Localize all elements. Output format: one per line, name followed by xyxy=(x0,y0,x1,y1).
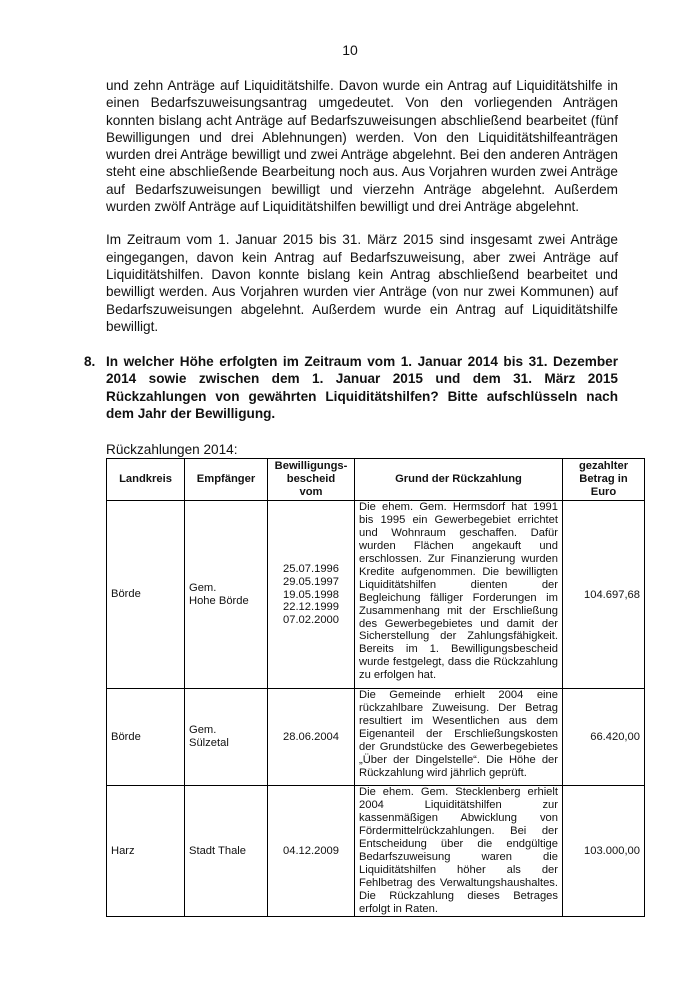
bescheid-date: 29.05.1997 xyxy=(283,575,339,588)
header-betrag-line: Euro xyxy=(590,486,617,499)
header-bescheid-line: Bewilligungs- xyxy=(274,460,348,473)
header-betrag-line: Betrag in xyxy=(579,473,628,486)
empfaenger-line: Gem. xyxy=(189,581,217,594)
table-row xyxy=(107,786,645,917)
cell-bescheid-date xyxy=(268,786,355,917)
cell-betrag: 103.000,00 xyxy=(563,786,645,917)
document-body xyxy=(84,77,640,917)
cell-grund: Die Gemeinde erhielt 2004 eine rückzahlbare Zuweisung. Der Betrag resultiert im Wesentlichen aus dem Eigenanteil der Erschließungskosten der Grundstücke des Gewerbegebietes „Über der Dingelstelle“. Die Höhe der Rückzahlung wird jährlich geprüft. xyxy=(355,689,563,786)
empfaenger-line: Sülzetal xyxy=(189,737,229,750)
bescheid-date: 19.05.1998 xyxy=(283,588,339,601)
table-row xyxy=(107,689,645,786)
header-landkreis: Landkreis xyxy=(107,459,185,501)
cell-landkreis: Börde xyxy=(107,689,185,786)
table-caption: Rückzahlungen 2014: xyxy=(106,442,238,458)
bescheid-date: 04.12.2009 xyxy=(283,845,339,858)
cell-betrag: 104.697,68 xyxy=(563,501,645,689)
cell-landkreis: Harz xyxy=(107,786,185,917)
cell-grund: Die ehem. Gem. Hermsdorf hat 1991 bis 1995 ein Gewerbegebiet errichtet und Wohnraum geschaffen. Dafür wurden Flächen angekauft und erschlossen. Zur Finanzierung wurden Kredite aufgenommen. Die bewilligten Liquiditätshilfen dienten der Begleichung fälliger Forderungen im Zusammenhang mit der Erschließung des Gewerbegebietes und damit der Sicherstellung der Zahlungsfähigkeit. Bereits im 1. Bewilligungsbescheid wurde festgelegt, dass die Rückzahlung zu erfolgen hat. xyxy=(355,501,563,689)
cell-landkreis: Börde xyxy=(107,501,185,689)
bescheid-date: 28.06.2004 xyxy=(283,731,339,744)
header-grund: Grund der Rückzahlung xyxy=(355,459,563,501)
cell-empfaenger xyxy=(185,501,268,689)
table-row xyxy=(107,501,645,689)
cell-empfaenger xyxy=(185,786,268,917)
empfaenger-line: Hohe Börde xyxy=(189,594,249,607)
table-header-row xyxy=(107,459,645,501)
header-bescheid xyxy=(268,459,355,501)
header-bescheid-line: bescheid xyxy=(286,473,336,486)
bescheid-date: 07.02.2000 xyxy=(283,613,339,626)
bescheid-date: 22.12.1999 xyxy=(283,601,339,614)
header-empfaenger: Empfänger xyxy=(185,459,268,501)
page-number: 10 xyxy=(342,42,358,58)
empfaenger-line: Stadt Thale xyxy=(189,844,247,857)
header-betrag-line: gezahlter xyxy=(578,460,629,473)
paragraph-2: Im Zeitraum vom 1. Januar 2015 bis 31. März 2015 sind insgesamt zwei Anträge eingegangen, davon kein Antrag auf Bedarfszuweisung, aber zwei Anträge auf Liquiditätshilfen. Davon konnte bislang kein Antrag abschließend bearbeitet und bewilligt werden. Aus Vorjahren wurden vier Anträge (von nur zwei Kommunen) auf Bedarfszuweisungen abgelehnt. Außerdem wurde ein Antrag auf Liquiditätshilfe bewilligt. xyxy=(106,232,618,334)
question-number: 8. xyxy=(84,354,96,370)
question-text: In welcher Höhe erfolgten im Zeitraum vom 1. Januar 2014 bis 31. Dezember 2014 sowie zwischen dem 1. Januar 2015 und dem 31. März 2015 Rückzahlungen von gewährten Liquiditätshilfen? Bitte aufschlüsseln nach dem Jahr der Bewilligung. xyxy=(106,354,618,422)
question-8 xyxy=(84,353,618,422)
paragraph-1: und zehn Anträge auf Liquiditätshilfe. Davon wurde ein Antrag auf Liquiditätshilfe in einen Bedarfszuweisungsantrag umgedeutet. Von den vorliegenden Anträgen konnten bislang acht Anträge auf Bedarfszuweisungen abschließend bearbeitet (fünf Bewilligungen und drei Ablehnungen) werden. Von den Liquiditätshilfeanträgen wurden drei Anträge bewilligt und zwei Anträge abgelehnt. Bei den anderen Anträgen steht eine abschließende Bearbeitung noch aus. Aus Vorjahren wurden zwei Anträge auf Bedarfszuweisungen bewilligt und vierzehn Anträge abgelehnt. Außerdem wurden zwölf Anträge auf Liquiditätshilfen bewilligt und drei Anträge abgelehnt. xyxy=(106,78,618,215)
cell-bescheid-date xyxy=(268,501,355,689)
header-betrag xyxy=(563,459,645,501)
cell-bescheid-date xyxy=(268,689,355,786)
cell-empfaenger xyxy=(185,689,268,786)
empfaenger-line: Gem. xyxy=(189,724,217,737)
bescheid-date: 25.07.1996 xyxy=(283,563,339,576)
header-bescheid-line: vom xyxy=(299,486,323,499)
repayments-table xyxy=(106,458,645,917)
cell-betrag: 66.420,00 xyxy=(563,689,645,786)
cell-grund: Die ehem. Gem. Stecklenberg erhielt 2004 Liquiditätshilfen zur kassenmäßigen Abwicklung von Fördermittelrückzahlungen. Bei der Entscheidung über die endgültige Bedarfszuweisung waren die Liquiditätshilfen höher als der Fehlbetrag des Verwaltungshaushaltes. Die Rückzahlung dieses Betrages erfolgt in Raten. xyxy=(355,786,563,917)
